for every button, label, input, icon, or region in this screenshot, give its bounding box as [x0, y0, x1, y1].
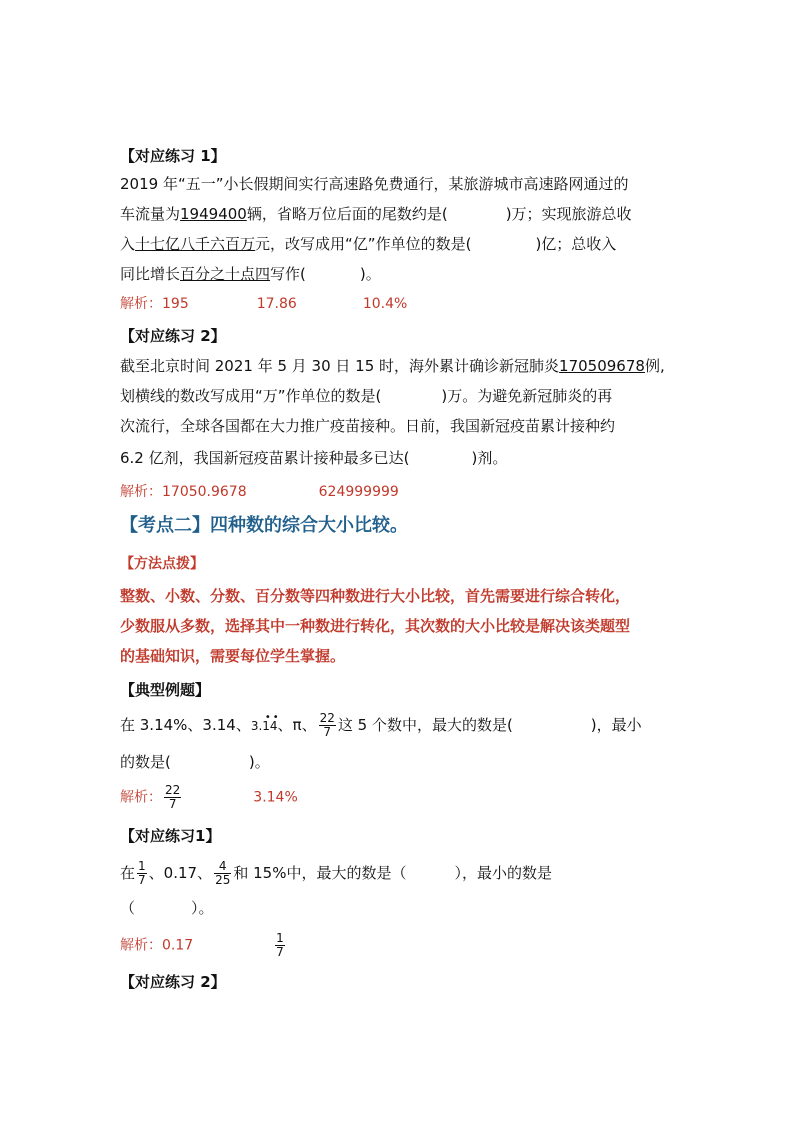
answer-fraction: $\frac{22}{7}$ — [165, 783, 181, 811]
answer-value: 10.4% — [362, 296, 408, 312]
answer-value: 3.14% — [253, 789, 298, 806]
text: （ — [120, 899, 136, 917]
underlined-number: 十七亿八千六百万 — [135, 235, 256, 253]
text: 入 — [120, 235, 136, 253]
text: ），最小的数是 — [454, 864, 552, 882]
example-answer — [120, 784, 298, 811]
method-heading: 【方法点拨】 — [120, 556, 204, 572]
practice3-answer — [120, 932, 287, 959]
practice1-line4 — [120, 264, 381, 284]
text: 截至北京时间 2021 年 5 月 30 日 15 时，海外累计确诊新冠肺炎 — [120, 357, 560, 375]
practice3-heading: 【对应练习1】 — [120, 827, 221, 845]
text: )万。为避免新冠肺炎的再 — [441, 387, 613, 405]
example-line1 — [120, 712, 642, 739]
practice3-line2 — [120, 898, 214, 918]
text: 车流量为 — [120, 205, 181, 223]
practice2-heading: 【对应练习 2】 — [120, 327, 226, 345]
fraction: $\frac{4}{25}$ — [215, 859, 231, 887]
text: )。 — [359, 265, 381, 283]
practice1-line3 — [120, 234, 616, 254]
text: ）。 — [191, 899, 214, 917]
text: 在 — [120, 864, 136, 882]
answer-label: 解析： — [120, 789, 162, 806]
answer-label: 解析： — [120, 296, 162, 312]
text: )剂。 — [471, 449, 508, 467]
fraction: $\frac{1}{7}$ — [138, 859, 146, 887]
answer-label: 解析： — [120, 484, 162, 500]
text: 划横线的数改写成用“万”作单位的数是( — [120, 387, 382, 405]
text: )。 — [248, 753, 270, 771]
practice2-line2 — [120, 386, 612, 406]
text: 这 5 个数中，最大的数是( — [337, 716, 513, 734]
text: 和 15%中，最大的数是（ — [233, 864, 407, 882]
method-line1: 整数、小数、分数、百分数等四种数进行大小比较，首先需要进行综合转化， — [120, 587, 631, 605]
practice4-heading: 【对应练习 2】 — [120, 973, 226, 991]
fraction: $\frac{22}{7}$ — [319, 711, 335, 739]
practice2-line4 — [120, 448, 507, 468]
practice3-line1 — [120, 860, 552, 887]
text: 例, — [644, 357, 665, 375]
method-line2: 少数服从多数，选择其中一种数进行转化，其次数的大小比较是解决该类题型 — [120, 617, 631, 635]
practice2-line1 — [120, 356, 665, 376]
answer-value: 17.86 — [256, 296, 297, 312]
example-line2 — [120, 752, 270, 772]
method-line3: 的基础知识，需要每位学生掌握。 — [120, 647, 346, 665]
text: )万；实现旅游总收 — [505, 205, 632, 223]
answer-fraction: $\frac{1}{7}$ — [276, 931, 284, 959]
text: )亿；总收入 — [535, 235, 617, 253]
underlined-number: 百分之十点四 — [180, 265, 271, 283]
text: 、0.17、 — [148, 864, 213, 882]
underlined-number: 170509678 — [559, 357, 645, 375]
practice1-line2 — [120, 204, 632, 224]
text: 在 3.14%、3.14、 — [120, 716, 251, 734]
text: 6.2 亿剂，我国新冠疫苗累计接种最多已达( — [120, 449, 410, 467]
practice2-line3: 次流行，全球各国都在大力推广疫苗接种。日前，我国新冠疫苗累计接种约 — [120, 417, 616, 435]
text: 元，改写成用“亿”作单位的数是( — [255, 235, 472, 253]
practice1-heading: 【对应练习 1】 — [120, 147, 226, 165]
underlined-number: 1949400 — [180, 205, 247, 223]
answer-value: 195 — [162, 296, 189, 312]
practice2-answer — [120, 482, 399, 502]
answer-value: 624999999 — [318, 484, 399, 500]
text: 、π、 — [277, 716, 317, 734]
example-heading: 【典型例题】 — [120, 681, 211, 699]
repeating-decimal: 3.14 •• — [250, 712, 281, 733]
practice1-answer — [120, 294, 407, 314]
text: 同比增长 — [120, 265, 181, 283]
text: 辆，省略万位后面的尾数约是( — [246, 205, 448, 223]
answer-value: 17050.9678 — [162, 484, 247, 500]
answer-label: 解析： — [120, 937, 162, 954]
practice1-line1: 2019 年“五一”小长假期间实行高速路免费通行，某旅游城市高速路网通过的 — [120, 175, 629, 193]
text: )，最小 — [590, 716, 642, 734]
text: 的数是( — [120, 753, 171, 771]
section2-title: 【考点二】四种数的综合大小比较。 — [120, 515, 408, 536]
text: 写作( — [270, 265, 306, 283]
answer-value: 0.17 — [162, 937, 194, 954]
